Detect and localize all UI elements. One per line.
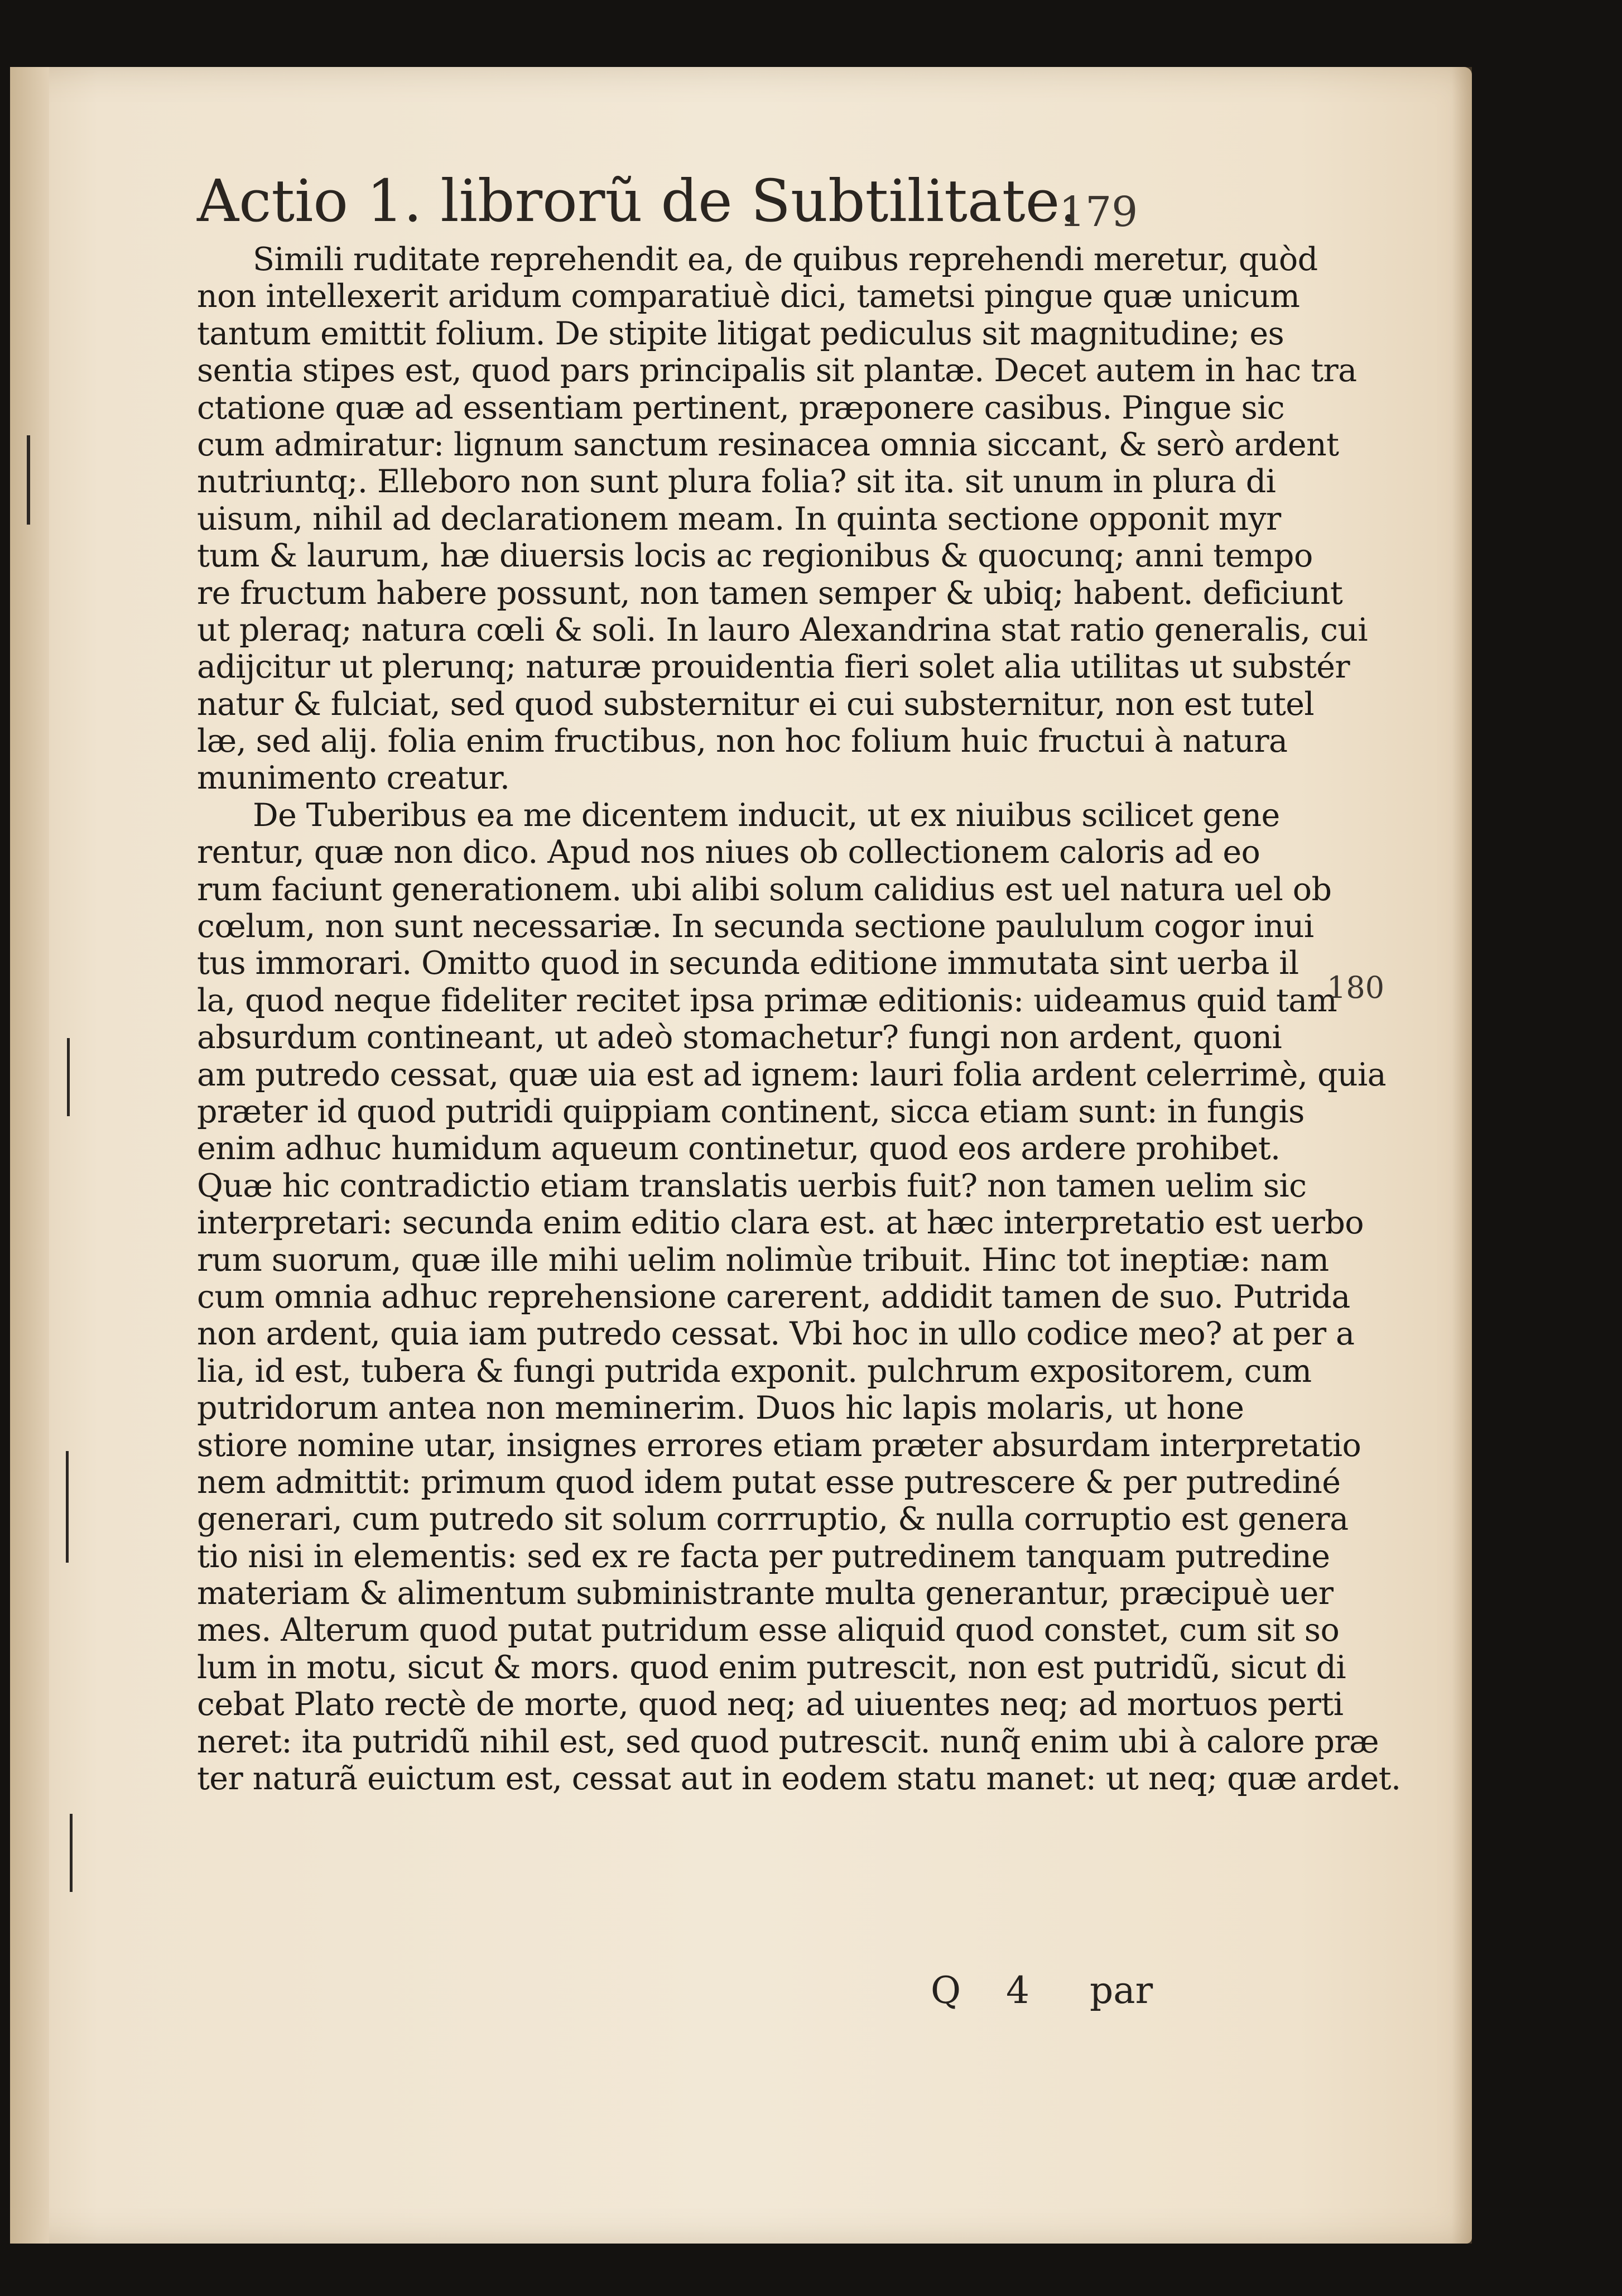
text-line: lia, id est, tubera & fungi putrida exponit. pulchrum expositorem, cum <box>197 1352 1312 1390</box>
running-header <box>197 167 1173 234</box>
text-line: nem admittit: primum quod idem putat esse putrescere & per putrediné <box>197 1463 1341 1501</box>
text-line: absurdum contineant, ut adeò stomachetur? fungi non ardent, quoni <box>197 1019 1282 1056</box>
text-line: læ, sed alij. folia enim fructibus, non hoc folium huic fructui à natura <box>197 723 1288 760</box>
text-line: De Tuberibus ea me dicentem inducit, ut ex niuibus scilicet gene <box>253 796 1280 834</box>
text-line: lum in motu, sicut & mors. quod enim putrescit, non est putridũ, sicut di <box>197 1649 1346 1686</box>
text-line: ctatione quæ ad essentiam pertinent, præponere casibus. Pingue sic <box>197 389 1285 426</box>
text-line: rentur, quæ non dico. Apud nos niues ob collectionem caloris ad eo <box>197 834 1260 871</box>
text-block <box>197 167 1401 2012</box>
text-line: uisum, nihil ad declarationem meam. In quinta sectione opponit myr <box>197 500 1281 537</box>
text-line: am putredo cessat, quæ uia est ad ignem: lauri folia ardent celerrimè, quia <box>197 1056 1386 1093</box>
signature-mark: Q <box>931 1969 961 2012</box>
margin-note: 180 <box>1327 970 1385 1005</box>
text-line: enim adhuc humidum aqueum continetur, quod eos ardere prohibet. <box>197 1130 1281 1168</box>
text-line: cebat Plato rectè de morte, quod neq; ad uiuentes neq; ad mortuos perti <box>197 1686 1344 1723</box>
text-line: natur & fulciat, sed quod substernitur ei cui substernitur, non est tutel <box>197 685 1315 723</box>
text-line: cum omnia adhuc reprehensione carerent, addidit tamen de suo. Putrida <box>197 1278 1350 1315</box>
text-line: Simili ruditate reprehendit ea, de quibus reprehendi meretur, quòd <box>253 241 1318 278</box>
text-line: ut pleraq; natura cœli & soli. In lauro Alexandrina stat ratio generalis, cui <box>197 611 1368 649</box>
text-line: tum & laurum, hæ diuersis locis ac regionibus & quocunq; anni tempo <box>197 537 1313 575</box>
text-line: Quæ hic contradictio etiam translatis uerbis fuit? non tamen uelim sic <box>197 1167 1307 1204</box>
text-line: præter id quod putridi quippiam continent, sicca etiam sunt: in fungis <box>197 1093 1305 1130</box>
text-line: non intellexerit aridum comparatiuè dici, tametsi pingue quæ unicum <box>197 278 1300 315</box>
text-line: la, quod neque fideliter recitet ipsa primæ editionis: uideamus quid tam <box>197 982 1337 1019</box>
page-number: 179 <box>1059 188 1138 236</box>
catchword: par <box>1090 1969 1153 2012</box>
text-line: generari, cum putredo sit solum corrruptio, & nulla corruptio est genera <box>197 1501 1349 1538</box>
text-line: re fructum habere possunt, non tamen semper & ubiq; habent. deficiunt <box>197 574 1343 612</box>
text-line: non ardent, quia iam putredo cessat. Vbi hoc in ullo codice meo? at per a <box>197 1315 1355 1353</box>
text-line: mes. Alterum quod putat putridum esse aliquid quod constet, cum sit so <box>197 1612 1340 1649</box>
text-line: neret: ita putridũ nihil est, sed quod putrescit. nunq̃ enim ubi à calore præ <box>197 1723 1379 1760</box>
text-line: cum admiratur: lignum sanctum resinacea omnia siccant, & serò ardent <box>197 426 1339 463</box>
text-line: munimento creatur. <box>197 760 510 797</box>
text-line: sentia stipes est, quod pars principalis sit plantæ. Decet autem in hac tra <box>197 352 1357 390</box>
text-line: stiore nomine utar, insignes errores etiam præter absurdam interpretatio <box>197 1426 1361 1464</box>
text-line: tantum emittit folium. De stipite litigat pediculus sit magnitudine; es <box>197 315 1284 352</box>
text-line: interpretari: secunda enim editio clara est. at hæc interpretatio est uerbo <box>197 1204 1364 1242</box>
ink-streak <box>27 435 30 525</box>
page-edge <box>1452 67 1472 2244</box>
running-title: Actio 1. librorũ de Subtilitate. <box>197 167 1079 235</box>
text-line: ter naturã euictum est, cessat aut in eodem statu manet: ut neq; quæ ardet. <box>197 1760 1401 1798</box>
text-line: tus immorari. Omitto quod in secunda editione immutata sint uerba il <box>197 945 1299 982</box>
text-line: rum suorum, quæ ille mihi uelim nolimùe tribuit. Hinc tot ineptiæ: nam <box>197 1241 1329 1279</box>
text-line: putridorum antea non meminerim. Duos hic lapis molaris, ut hone <box>197 1390 1244 1427</box>
ink-streak <box>66 1451 69 1563</box>
text-line: rum faciunt generationem. ubi alibi solum calidius est uel natura uel ob <box>197 871 1332 908</box>
text-line: adijcitur ut plerunq; naturæ prouidentia fieri solet alia utilitas ut substér <box>197 649 1350 686</box>
signature-number: 4 <box>1006 1969 1029 2012</box>
text-line: materiam & alimentum subministrante multa generantur, præcipuè uer <box>197 1575 1334 1612</box>
text-line: tio nisi in elementis: sed ex re facta per putredinem tanquam putredine <box>197 1538 1330 1575</box>
ink-streak <box>67 1038 70 1116</box>
ink-streak <box>70 1814 73 1892</box>
text-line: nutriuntq;. Elleboro non sunt plura folia? sit ita. sit unum in plura di <box>197 463 1276 501</box>
book-page <box>10 67 1472 2244</box>
text-line: cœlum, non sunt necessariæ. In secunda sectione paululum cogor inui <box>197 908 1314 945</box>
page-gutter <box>10 67 49 2244</box>
